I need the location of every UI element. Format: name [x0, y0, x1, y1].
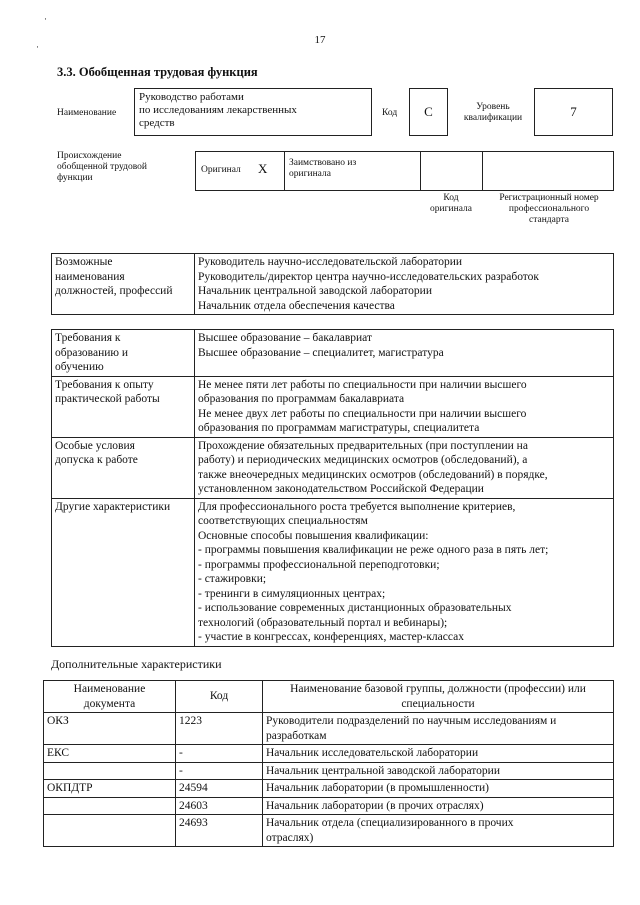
table-row [44, 713, 614, 745]
table-row [44, 762, 614, 780]
requirement-label [52, 437, 195, 498]
name-value-line: средств [139, 117, 175, 129]
level-label [456, 102, 530, 124]
header-doc-line: документа [83, 697, 136, 710]
origin-label [57, 151, 147, 184]
requirement-value-line: работу) и периодических медицинских осмотров (обследований), а [198, 454, 528, 466]
row-name-line: Начальник отдела (специализированного в прочих [266, 817, 514, 829]
requirement-label-line: Другие характеристики [55, 500, 171, 513]
row-doc [44, 762, 176, 780]
row-name-line: Руководители подразделений по научным исследованиям и [266, 715, 557, 727]
header-name-line: Наименование базовой группы, должности (профессии) или [290, 683, 586, 695]
row-name-line: Начальник центральной заводской лаборатории [266, 764, 500, 777]
requirement-value-line: соответствующих специальностям [198, 515, 368, 527]
requirement-value-line: технологий (образовательный портал и вебинары); [198, 616, 448, 629]
row-name [263, 745, 614, 763]
header-doc [44, 681, 176, 713]
requirement-value-line: - стажировки; [198, 573, 267, 585]
reg-caption-line: Регистрационный номер [499, 193, 599, 203]
requirement-value-line: - программы повышения квалификации не реже одного раза в пять лет; [198, 544, 549, 556]
positions-table [51, 253, 614, 315]
row-name-line: Начальник лаборатории (в промышленности) [266, 782, 489, 794]
reg-caption-line: профессионального [508, 204, 590, 214]
origin-divider [420, 151, 421, 191]
requirement-value-line: также внеочередных медицинских осмотров (обследований) в порядке, [198, 468, 548, 481]
origin-divider [482, 151, 483, 191]
requirements-table [51, 329, 614, 647]
position-item: Руководитель/директор центра научно-исследовательских разработок [198, 270, 540, 283]
row-doc [44, 797, 176, 815]
requirement-label [52, 376, 195, 437]
code-caption-line: Код [443, 193, 459, 203]
row-name [263, 780, 614, 798]
level-label-line: Уровень [476, 102, 510, 112]
borrowed-label-line: Заимствовано из [289, 158, 357, 168]
page-number: 17 [314, 34, 326, 46]
scan-dot: · [36, 42, 39, 52]
row-name [263, 713, 614, 745]
row-name [263, 815, 614, 847]
requirement-value-line: установленном законодательством Российской Федерации [198, 483, 484, 495]
requirement-label-line: обучению [55, 361, 104, 373]
requirement-row-other [52, 498, 614, 646]
table-row [44, 745, 614, 763]
requirement-value-line: Для профессионального роста требуется выполнение критериев, [198, 500, 516, 513]
header-doc-line: Наименование [73, 683, 146, 695]
header-name [263, 681, 614, 713]
reg-caption [484, 193, 614, 226]
requirement-value-line: образования по программам бакалавриата [198, 393, 405, 405]
requirement-label-line: Особые условия [55, 439, 135, 452]
row-name [263, 797, 614, 815]
requirement-label-line: практической работы [55, 393, 160, 405]
name-value-line: по исследованиям лекарственных [139, 104, 297, 116]
row-name-line: отраслях) [266, 831, 314, 844]
origin-label-line: функции [57, 173, 93, 183]
requirement-value-line: Высшее образование – бакалавриат [198, 332, 372, 344]
row-doc: ОКЗ [44, 713, 176, 745]
requirement-row-education [52, 330, 614, 377]
requirement-label-line: допуска к работе [55, 454, 138, 466]
positions-label-line: Возможные [55, 256, 113, 268]
requirement-value-line: Прохождение обязательных предварительных (при поступлении на [198, 439, 528, 452]
code-value-box: C [409, 88, 448, 136]
row-name-line: разработкам [266, 729, 327, 742]
position-item: Начальник отдела обеспечения качества [198, 299, 395, 312]
row-code: 24603 [176, 797, 263, 815]
requirement-value-line: Не менее двух лет работы по специальности при наличии высшего [198, 407, 527, 420]
requirement-value-line: - участие в конгрессах, конференциях, мастер-классах [198, 631, 464, 643]
row-code: 1223 [176, 713, 263, 745]
row-code: - [176, 762, 263, 780]
additional-header-row [44, 681, 614, 713]
requirement-value [195, 330, 614, 377]
row-code: 24693 [176, 815, 263, 847]
reg-caption-line: стандарта [529, 215, 569, 225]
requirement-label [52, 330, 195, 377]
borrowed-label-line: оригинала [289, 169, 331, 179]
code-label: Код [382, 108, 398, 118]
requirement-value-line: Основные способы повышения квалификации: [198, 529, 429, 542]
additional-title: Дополнительные характеристики [51, 657, 222, 671]
row-name [263, 762, 614, 780]
position-item: Руководитель научно-исследовательской лаборатории [198, 256, 463, 268]
origin-divider [284, 151, 285, 191]
scan-dot: · [44, 14, 47, 24]
additional-table [43, 680, 614, 847]
header-name-line: специальности [401, 697, 475, 710]
requirement-value-line: Не менее пяти лет работы по специальности при наличии высшего [198, 378, 527, 391]
name-value-line: Руководство работами [139, 91, 244, 103]
row-code: - [176, 745, 263, 763]
requirement-value [195, 498, 614, 646]
row-name-line: Начальник исследовательской лаборатории [266, 747, 479, 759]
requirement-label-line: Требования к опыту [55, 378, 154, 391]
origin-label-line: обобщенной трудовой [57, 162, 147, 172]
positions-label-line: должностей, профессий [55, 285, 173, 297]
level-label-line: квалификации [463, 113, 523, 123]
name-value-box [134, 88, 372, 136]
row-doc [44, 815, 176, 847]
requirement-row-experience [52, 376, 614, 437]
positions-label [52, 254, 195, 315]
table-row [44, 815, 614, 847]
requirement-row-admission [52, 437, 614, 498]
requirement-value-line: - использование современных дистанционных образовательных [198, 602, 512, 614]
code-caption-line: оригинала [430, 204, 472, 214]
origin-label-line: Происхождение [57, 151, 122, 161]
original-label: Оригинал [201, 165, 241, 175]
row-doc: ОКПДТР [44, 780, 176, 798]
code-caption [420, 193, 482, 215]
requirement-label-line: Требования к [55, 332, 121, 344]
row-name-line: Начальник лаборатории (в прочих отраслях) [266, 799, 484, 812]
requirement-value [195, 376, 614, 437]
requirement-value-line: - тренинги в симуляционных центрах; [198, 587, 386, 600]
name-label: Наименование [57, 108, 117, 118]
table-row [44, 780, 614, 798]
position-item: Начальник центральной заводской лаборатории [198, 285, 432, 297]
table-row [44, 797, 614, 815]
section-title: 3.3. Обобщенная трудовая функция [57, 65, 258, 79]
header-code: Код [176, 681, 263, 713]
requirement-value-line: образования по программам магистратуры, специалитета [198, 422, 480, 434]
level-value-box: 7 [534, 88, 613, 136]
requirement-value-line: - программы профессиональной переподготовки; [198, 558, 440, 571]
requirement-value [195, 437, 614, 498]
row-doc: ЕКС [44, 745, 176, 763]
positions-values [195, 254, 614, 315]
requirement-label-line: образованию и [55, 346, 128, 359]
requirement-value-line: Высшее образование – специалитет, магистратура [198, 346, 444, 359]
positions-label-line: наименования [55, 270, 125, 283]
requirement-label [52, 498, 195, 646]
original-mark: X [258, 161, 268, 176]
borrowed-label [289, 158, 356, 180]
row-code: 24594 [176, 780, 263, 798]
